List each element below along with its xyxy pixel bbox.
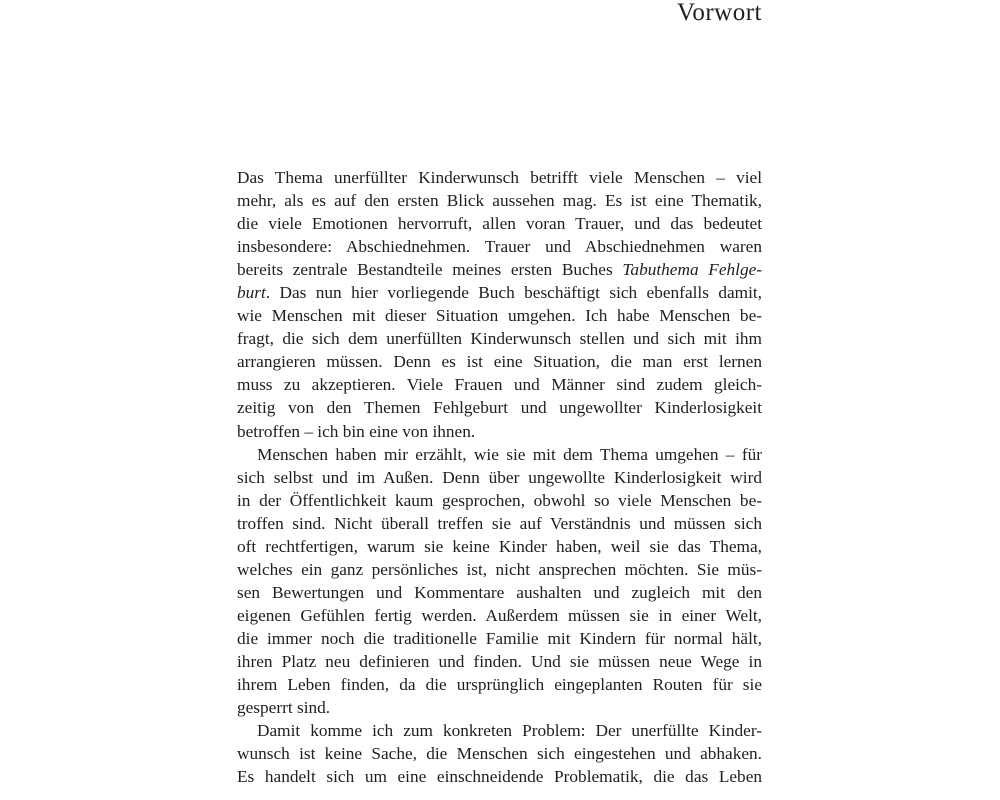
text-segment: . Das nun hier vorliegende Buch beschäftigt sich ebenfalls damit, <box>265 283 762 303</box>
text-line: sich selbst und im Außen. Denn über ungewollte Kinderlosigkeit wird <box>237 467 762 487</box>
text-line: oft rechtfertigen, warum sie keine Kinder haben, weil sie das Thema, <box>237 536 762 556</box>
book-title-continued: burt <box>237 283 266 303</box>
text-line <box>237 258 762 281</box>
text-line: in der Öffentlichkeit kaum gesprochen, obwohl so viele Menschen be- <box>237 490 762 510</box>
text-line: die immer noch die traditionelle Familie mit Kindern für normal hält, <box>237 628 762 648</box>
chapter-title: Vorwort <box>677 0 762 26</box>
text-line: gesperrt sind. <box>237 698 331 718</box>
text-line: wunsch ist keine Sache, die Menschen sich eingestehen und abhaken. <box>237 744 762 764</box>
text-line: die viele Emotionen hervorruft, allen voran Trauer, und das bedeutet <box>237 214 762 234</box>
text-line: muss zu akzeptieren. Viele Frauen und Männer sind zudem gleich- <box>237 375 762 395</box>
text-line: insbesondere: Abschiednehmen. Trauer und Abschiednehmen waren <box>237 237 762 257</box>
text-line: Menschen haben mir erzählt, wie sie mit dem Thema umgehen – für <box>257 444 762 464</box>
text-line: mehr, als es auf den ersten Blick aussehen mag. Es ist eine Thematik, <box>237 191 762 211</box>
text-line: Das Thema unerfüllter Kinderwunsch betrifft viele Menschen – viel <box>237 168 762 187</box>
text-line: arrangieren müssen. Denn es ist eine Situation, die man erst lernen <box>237 352 762 372</box>
text-line: ihren Platz neu definieren und finden. Und sie müssen neue Wege in <box>237 651 762 671</box>
text-line: ihrem Leben finden, da die ursprünglich eingeplanten Routen für sie <box>237 675 762 695</box>
text-segment: bereits zentrale Bestandteile meines ersten Buches <box>237 260 613 280</box>
text-line <box>237 281 762 304</box>
text-line: Damit komme ich zum konkreten Problem: Der unerfüllte Kinder- <box>257 721 762 741</box>
book-title: Tabuthema Fehlge- <box>622 260 763 280</box>
text-line: fragt, die sich dem unerfüllten Kinderwunsch stellen und sich mit ihm <box>237 329 762 349</box>
paragraph-1 <box>237 166 762 443</box>
text-line: betroffen – ich bin eine von ihnen. <box>237 421 476 441</box>
text-line: welches ein ganz persönliches ist, nicht ansprechen möchten. Sie müs- <box>237 559 762 579</box>
text-line: Es handelt sich um eine einschneidende Problematik, die das Leben <box>237 767 762 787</box>
paragraph-2 <box>237 443 762 720</box>
text-line: wie Menschen mit dieser Situation umgehen. Ich habe Menschen be- <box>237 306 762 326</box>
text-line: troffen sind. Nicht überall treffen sie auf Verständnis und müssen sich <box>237 513 762 533</box>
text-line: eigenen Gefühlen fertig werden. Außerdem müssen sie in einer Welt, <box>237 605 762 625</box>
text-line: zeitig von den Themen Fehlgeburt und ungewollter Kinderlosigkeit <box>237 398 762 418</box>
text-line: sen Bewertungen und Kommentare aushalten und zugleich mit den <box>237 582 762 602</box>
body-text <box>237 166 762 788</box>
paragraph-3 <box>237 719 762 788</box>
